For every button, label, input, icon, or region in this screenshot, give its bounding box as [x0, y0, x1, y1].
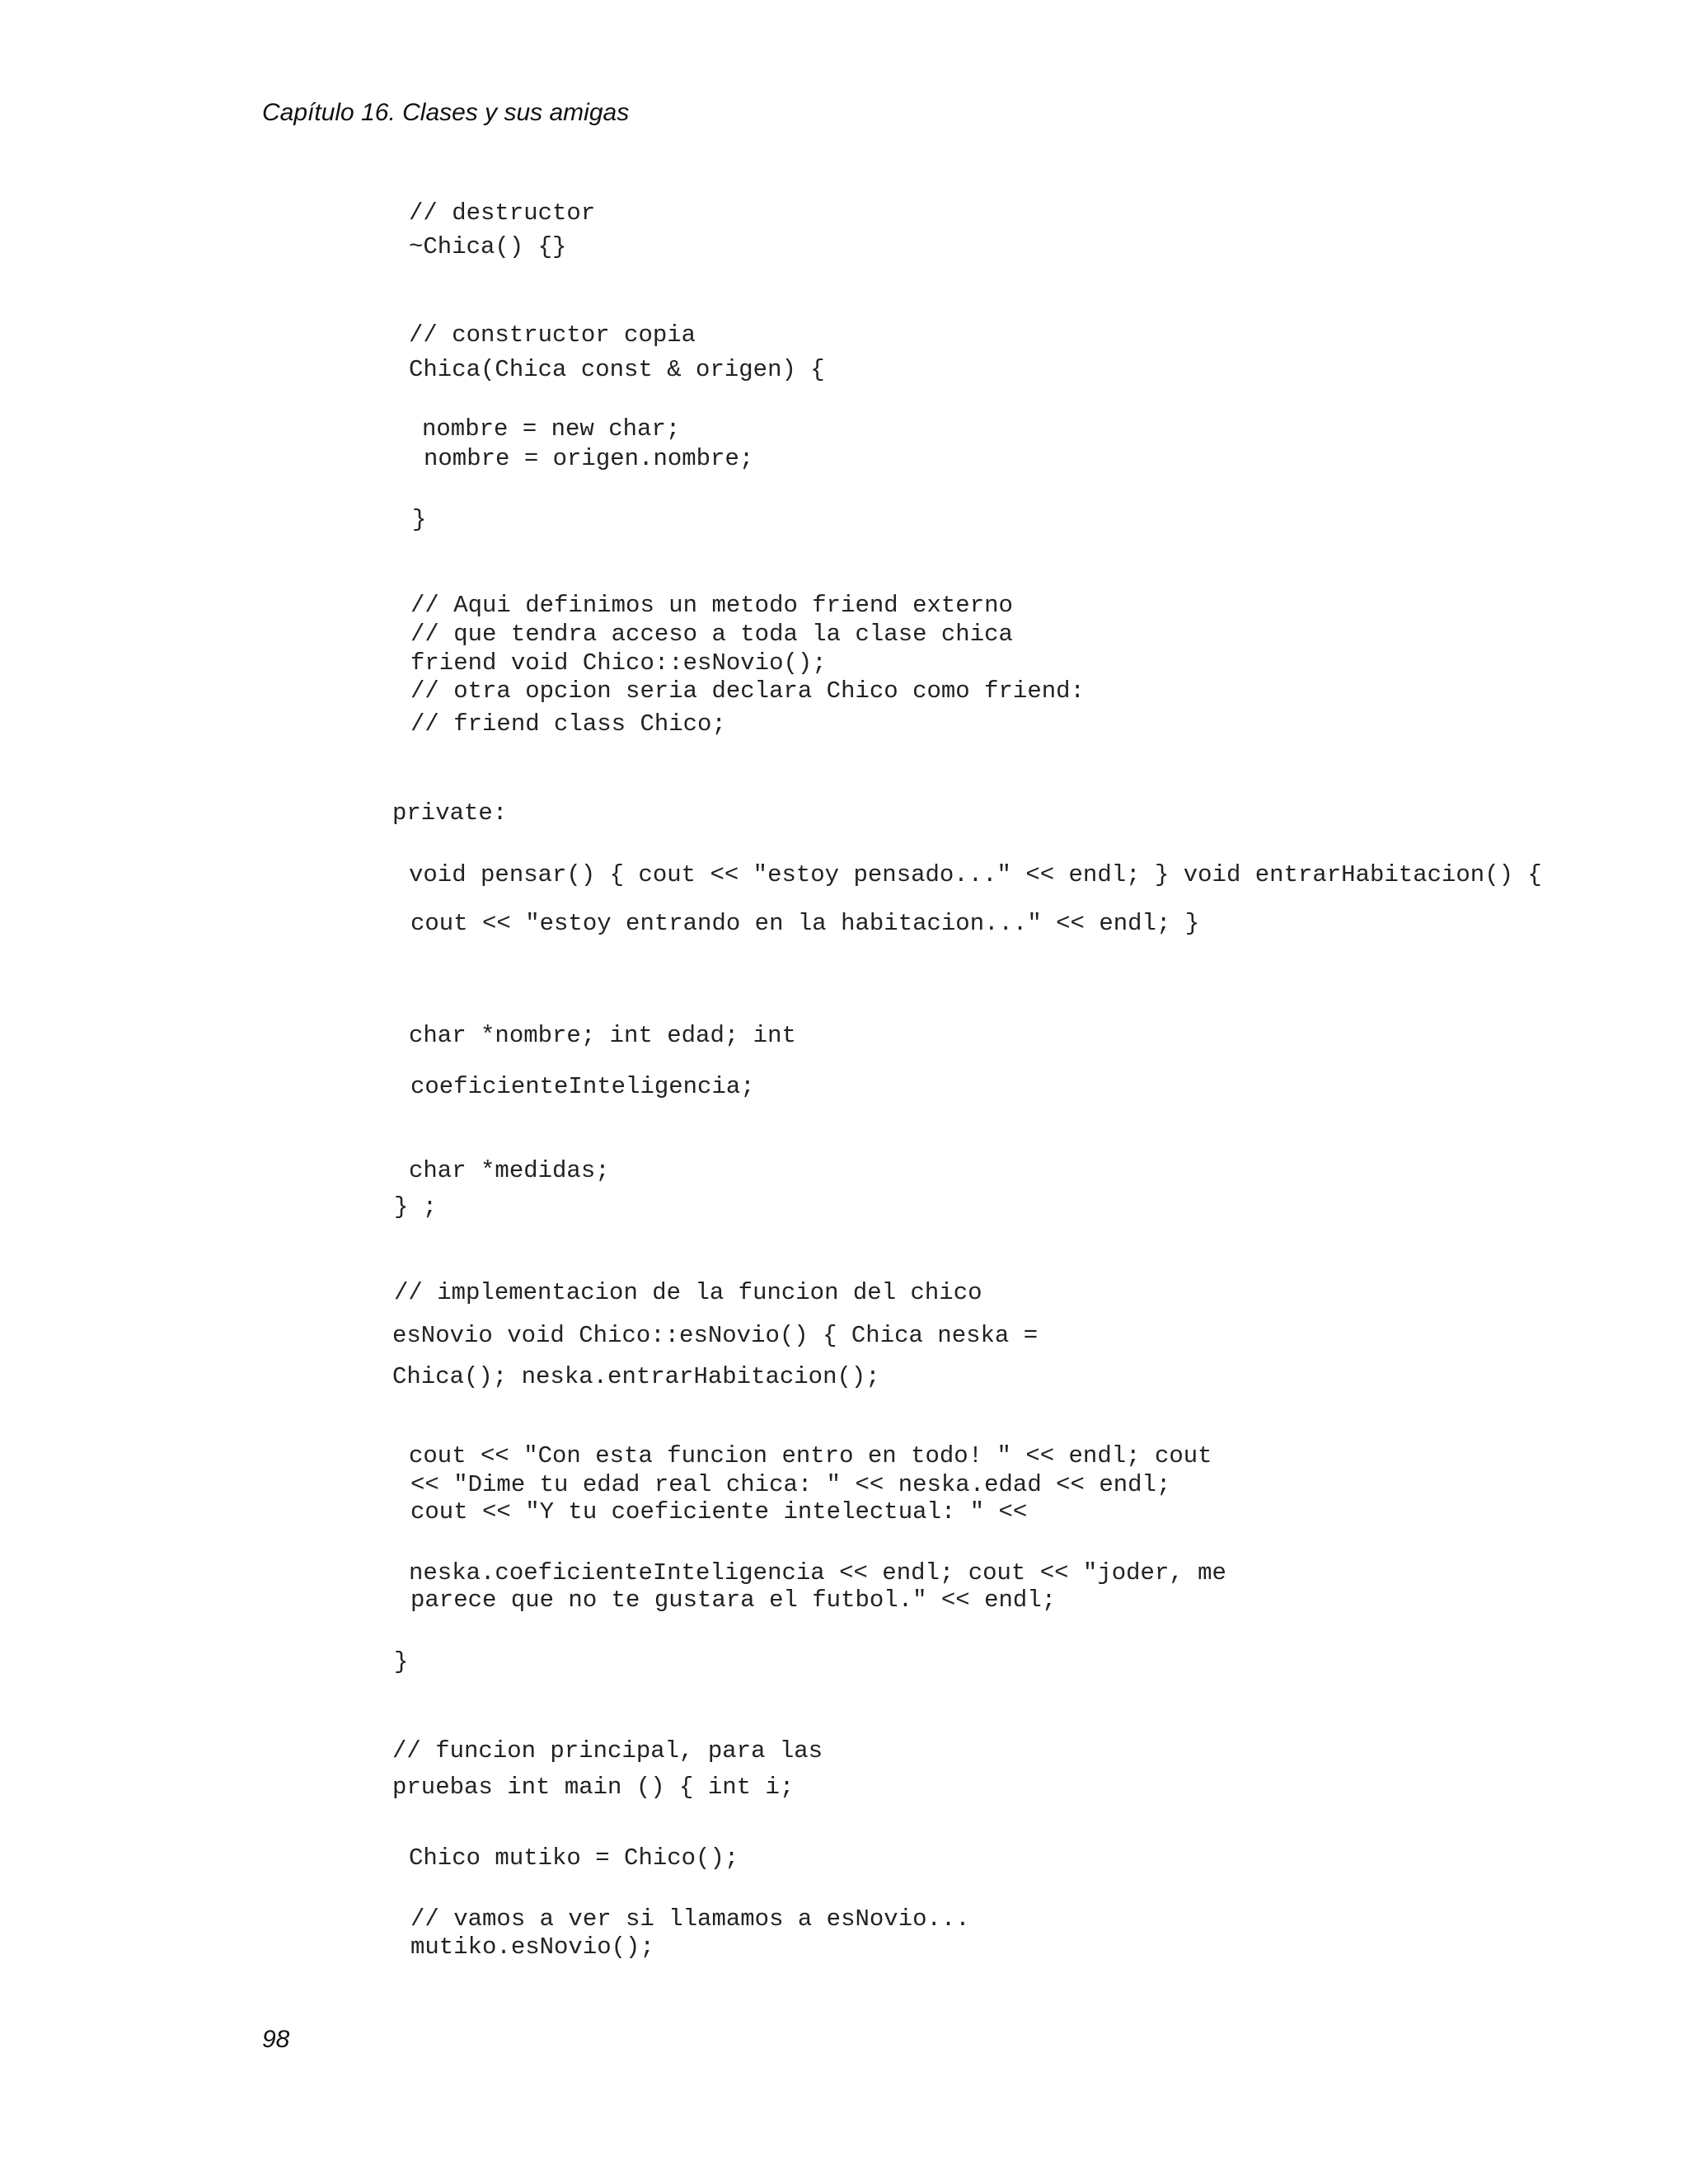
- code-line: ~Chica() {}: [409, 233, 567, 260]
- code-line: char *medidas;: [409, 1157, 610, 1184]
- code-line: // vamos a ver si llamamos a esNovio...: [410, 1905, 970, 1933]
- code-line: // implementacion de la funcion del chico: [394, 1279, 982, 1306]
- code-line: friend void Chico::esNovio();: [410, 649, 827, 677]
- code-line: neska.coeficienteInteligencia << endl; cout << "joder, me: [409, 1559, 1226, 1586]
- code-line: cout << "estoy entrando en la habitacion..." << endl; }: [410, 910, 1200, 937]
- code-line: parece que no te gustara el futbol." << endl;: [410, 1586, 1057, 1614]
- code-line: << "Dime tu edad real chica: " << neska.edad << endl;: [410, 1471, 1171, 1498]
- code-line: pruebas int main () { int i;: [392, 1774, 795, 1801]
- code-line: // constructor copia: [409, 321, 696, 349]
- code-line: }: [394, 1648, 409, 1675]
- code-line: Chico mutiko = Chico();: [409, 1844, 739, 1872]
- code-line: nombre = new char;: [422, 415, 681, 443]
- code-line: mutiko.esNovio();: [410, 1933, 654, 1961]
- code-line: Chica(Chica const & origen) {: [409, 356, 825, 383]
- code-line: private:: [392, 799, 508, 827]
- code-line: esNovio void Chico::esNovio() { Chica neska =: [392, 1322, 1039, 1349]
- page-number: 98: [262, 2026, 290, 2053]
- code-line: } ;: [394, 1193, 438, 1221]
- code-line: cout << "Y tu coeficiente intelectual: " <<: [410, 1498, 1028, 1526]
- code-line: // destructor: [409, 199, 596, 227]
- chapter-header: Capítulo 16. Clases y sus amigas: [262, 99, 630, 126]
- code-line: // que tendra acceso a toda la clase chica: [410, 621, 1013, 648]
- code-line: coeficienteInteligencia;: [410, 1073, 755, 1100]
- code-line: char *nombre; int edad; int: [409, 1022, 796, 1049]
- code-line: cout << "Con esta funcion entro en todo! " << endl; cout: [409, 1442, 1212, 1469]
- code-line: // otra opcion seria declara Chico como friend:: [410, 677, 1085, 705]
- code-line: // friend class Chico;: [410, 710, 726, 738]
- code-line: Chica(); neska.entrarHabitacion();: [392, 1363, 880, 1390]
- code-line: }: [412, 506, 427, 533]
- code-line: nombre = origen.nombre;: [424, 445, 754, 472]
- code-line: // funcion principal, para las: [392, 1737, 823, 1765]
- code-line: // Aqui definimos un metodo friend externo: [410, 592, 1013, 619]
- code-line: void pensar() { cout << "estoy pensado..." << endl; } void entrarHabitacion() {: [409, 861, 1542, 888]
